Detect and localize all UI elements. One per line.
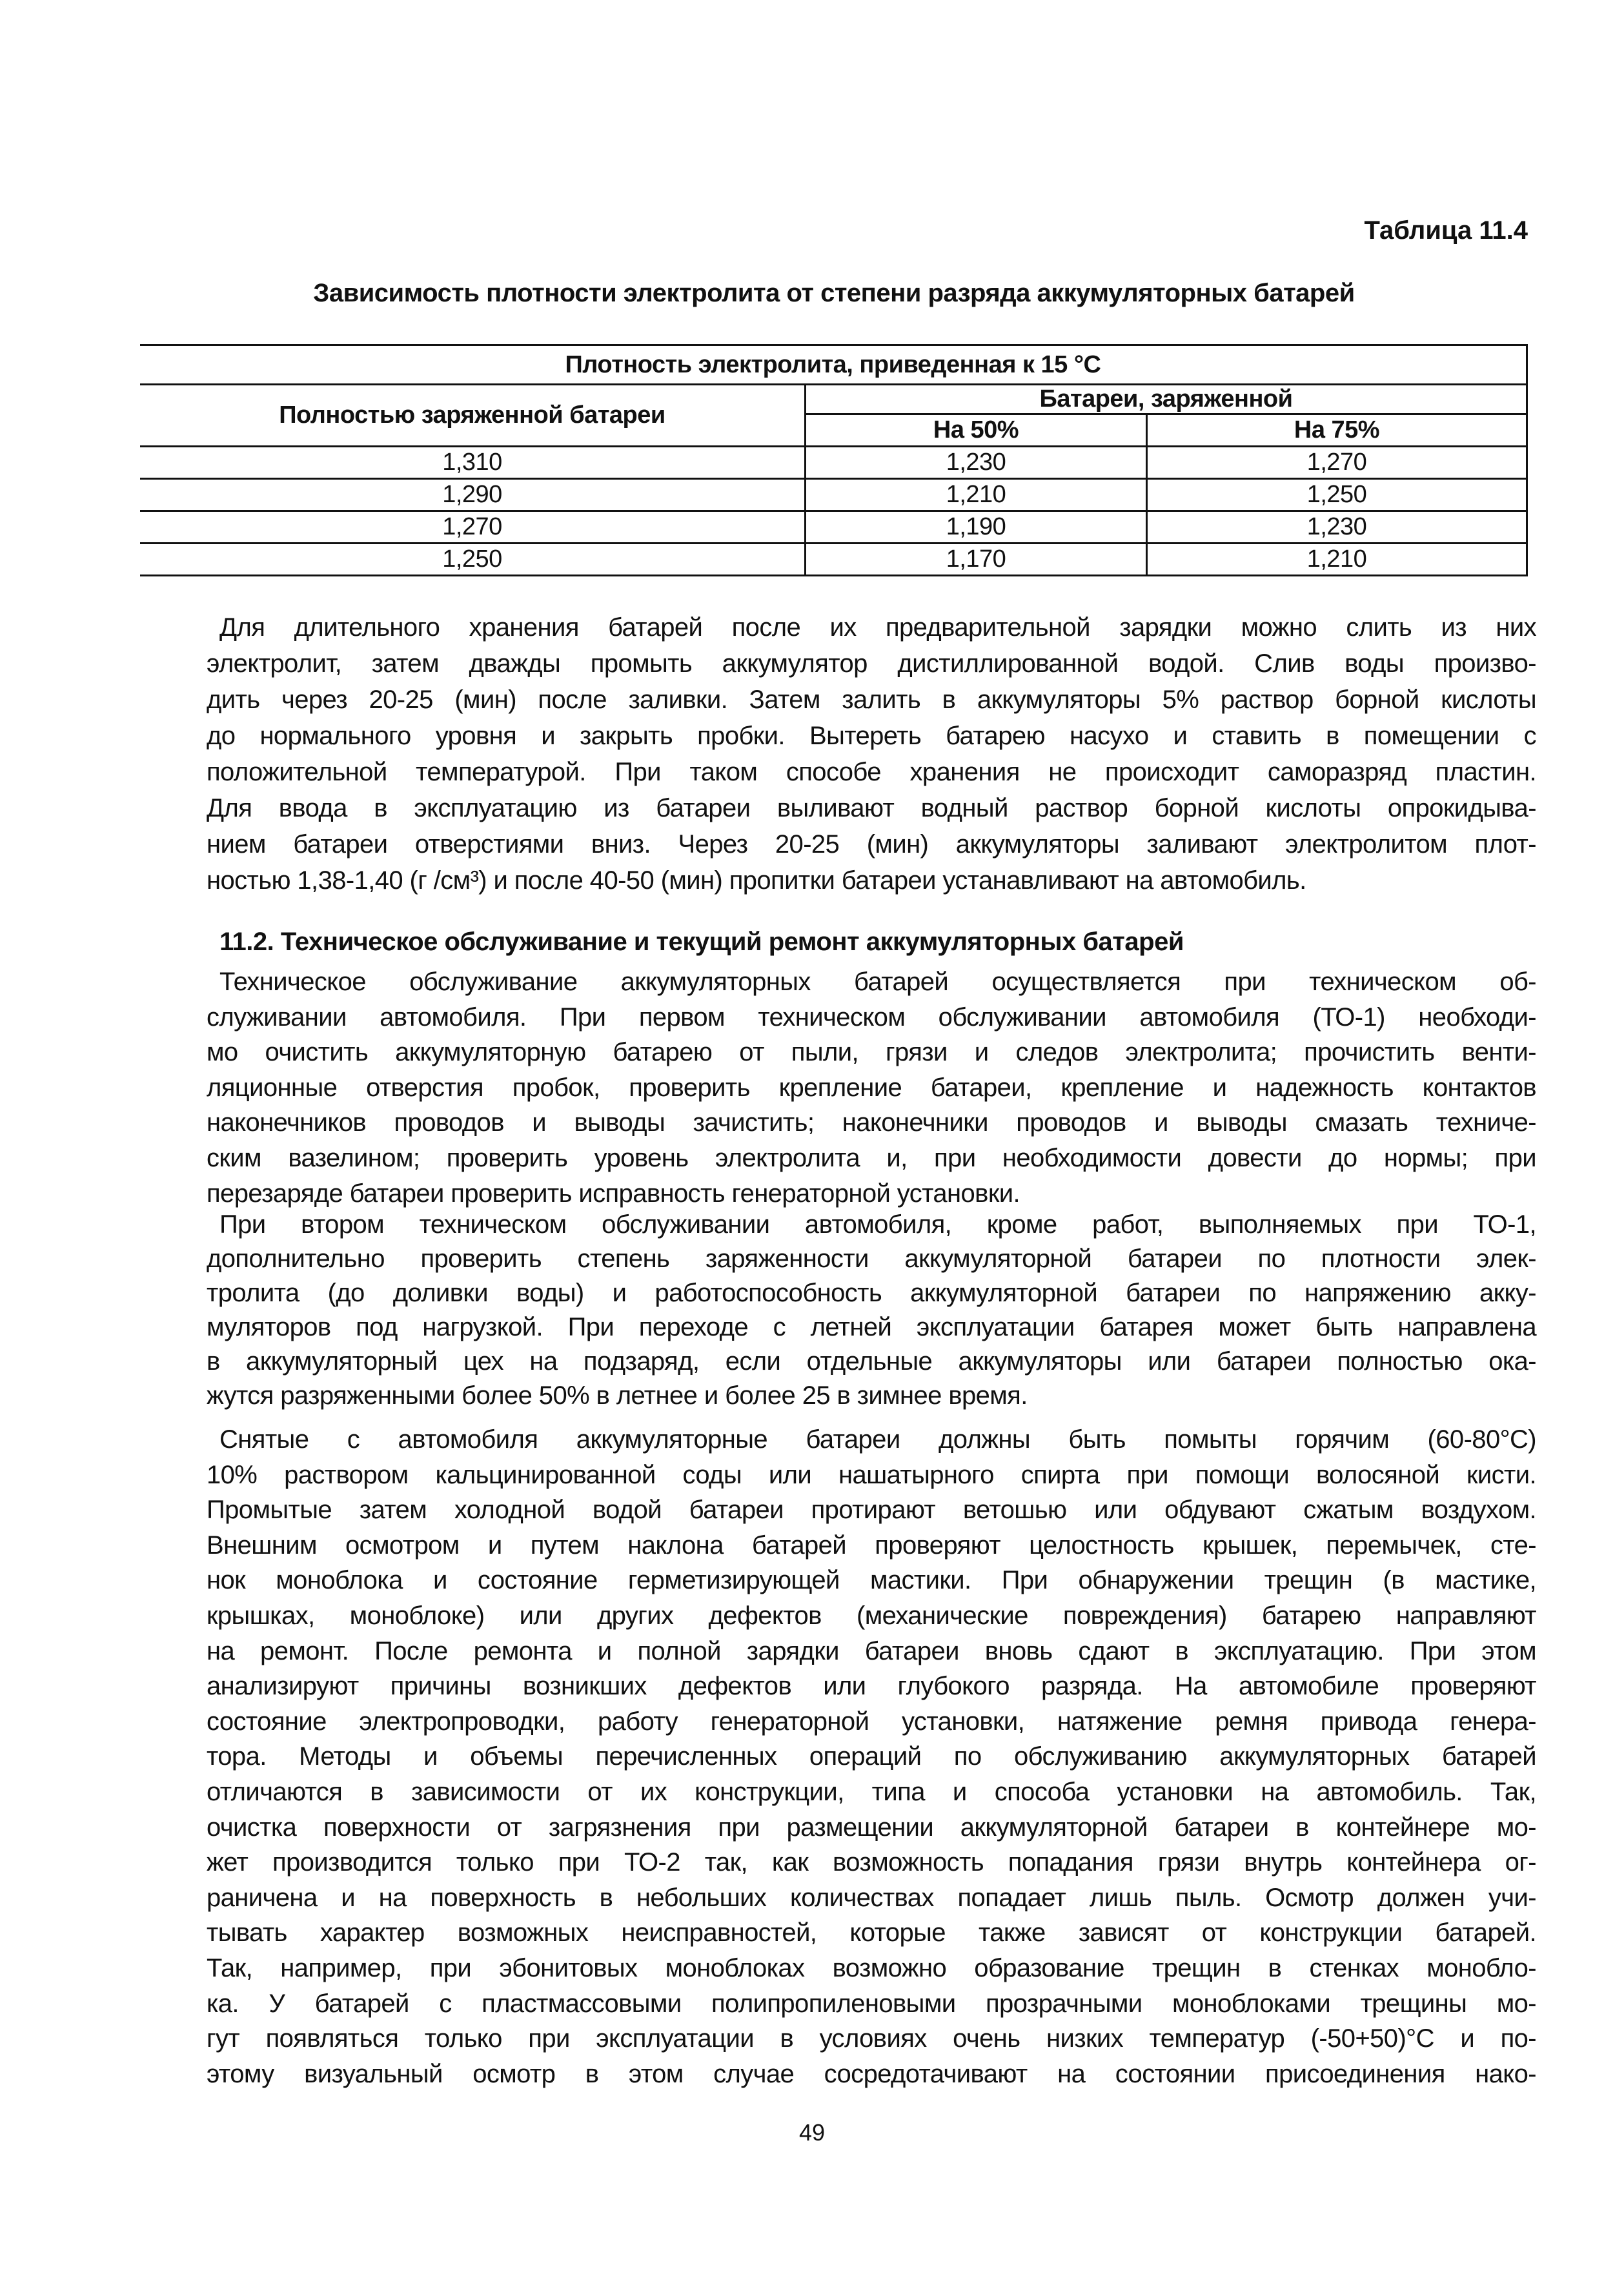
text-line: тора. Методы и объемы перечисленных операций по обслуживанию аккумуляторных батарей — [207, 1742, 1536, 1771]
text-line: муляторов под нагрузкой. При переходе с летней эксплуатации батарея может быть направлена — [207, 1313, 1536, 1341]
text-line: Для ввода в эксплуатацию из батареи выливают водный раствор борной кислоты опрокидыва- — [207, 794, 1536, 822]
cell: 1,270 — [1147, 447, 1527, 479]
cell: 1,210 — [1147, 544, 1527, 576]
text-line: ностью 1,38-1,40 (г /см³) и после 40-50 (мин) пропитки батареи устанавливают на автомобиль. — [207, 866, 1306, 895]
text-line: в аккумуляторный цех на подзаряд, если отдельные аккумуляторы или батареи полностью ока- — [207, 1347, 1536, 1376]
table-row — [140, 447, 1527, 479]
text-line: положительной температурой. При таком способе хранения не происходит саморазряд пластин. — [207, 758, 1536, 786]
text-line: ка. У батарей с пластмассовыми полипропиленовыми прозрачными моноблоками трещины мо- — [207, 1989, 1536, 2018]
header-75: На 75% — [1147, 414, 1527, 447]
text-line: крышках, моноблоке) или других дефектов (механические повреждения) батарею направляют — [207, 1601, 1536, 1630]
text-line: жет производится только при ТО-2 так, как возможность попадания грязи внутрь контейнера ог- — [207, 1848, 1536, 1877]
text-line: Так, например, при эбонитовых моноблоках возможно образование трещин в стенках монобло- — [207, 1953, 1536, 1982]
text-line: на ремонт. После ремонта и полной зарядки батареи вновь сдают в эксплуатацию. При этом — [207, 1636, 1536, 1665]
page-number: 49 — [798, 2119, 826, 2146]
text-line: Промытые затем холодной водой батареи протирают ветошью или обдувают сжатым воздухом. — [207, 1496, 1536, 1525]
cell: 1,210 — [806, 479, 1147, 511]
text-line: гут появляться только при эксплуатации в условиях очень низких температур (-50+50)°С и по- — [207, 2024, 1536, 2053]
cell: 1,190 — [806, 511, 1147, 544]
text-line: наконечников проводов и выводы зачистить; наконечники проводов и выводы смазать техниче- — [207, 1108, 1536, 1137]
cell: 1,250 — [1147, 479, 1527, 511]
text-line: электролит, затем дважды промыть аккумулятор дистиллированной водой. Слив воды произво- — [207, 649, 1536, 678]
text-line: анализируют причины возникших дефектов или глубокого разряда. На автомобиле проверяют — [207, 1672, 1536, 1701]
cell: 1,270 — [140, 511, 806, 544]
text-line: перезаряде батареи проверить исправность генераторной установки. — [207, 1179, 1020, 1208]
text-line: очистка поверхности от загрязнения при размещении аккумуляторной батареи в контейнере мо- — [207, 1813, 1536, 1842]
cell: 1,310 — [140, 447, 806, 479]
paragraph-storage — [207, 609, 1536, 899]
text-line: ским вазелином; проверить уровень электролита и, при необходимости довести до нормы; при — [207, 1143, 1536, 1172]
text-line: Для длительного хранения батарей после их предварительной зарядки можно слить из них — [219, 613, 1536, 642]
text-line: состояние электропроводки, работу генераторной установки, натяжение ремня привода генера- — [207, 1707, 1536, 1736]
text-line: мо очистить аккумуляторную батарею от пыли, грязи и следов электролита; прочистить венти- — [207, 1038, 1536, 1067]
text-line: При втором техническом обслуживании автомобиля, кроме работ, выполняемых при ТО-1, — [219, 1210, 1536, 1239]
text-line: Снятые с автомобиля аккумуляторные батареи должны быть помыты горячим (60-80°С) — [219, 1425, 1536, 1454]
text-line: этому визуальный осмотр в этом случае сосредотачивают на состоянии присоединения нако- — [207, 2059, 1536, 2088]
text-line: тывать характер возможных неисправностей, которые также зависят от конструкции батарей. — [207, 1918, 1536, 1947]
text-line: дить через 20-25 (мин) после заливки. Затем залить в аккумуляторы 5% раствор борной кислоты — [207, 686, 1536, 714]
table-title: Зависимость плотности электролита от степени разряда аккумуляторных батарей — [313, 279, 1355, 307]
density-table — [140, 344, 1528, 576]
header-main: Плотность электролита, приведенная к 15 °С — [140, 345, 1527, 385]
table-number: Таблица 11.4 — [1364, 216, 1528, 245]
cell: 1,230 — [1147, 511, 1527, 544]
paragraph-maintenance-to1 — [207, 964, 1536, 1211]
text-line: до нормального уровня и закрыть пробки. Вытереть батарею насухо и ставить в помещении с — [207, 722, 1536, 750]
cell: 1,250 — [140, 544, 806, 576]
text-line: нием батареи отверстиями вниз. Через 20-25 (мин) аккумуляторы заливают электролитом плот- — [207, 830, 1536, 859]
text-line: ляционные отверстия пробок, проверить крепление батареи, крепление и надежность контактов — [207, 1073, 1536, 1102]
text-line: служивании автомобиля. При первом техническом обслуживании автомобиля (ТО-1) необходи- — [207, 1002, 1536, 1032]
text-line: Техническое обслуживание аккумуляторных батарей осуществляется при техническом об- — [219, 968, 1536, 996]
table-row — [140, 479, 1527, 511]
table-row — [140, 544, 1527, 576]
text-line: отличаются в зависимости от их конструкции, типа и способа установки на автомобиль. Так, — [207, 1777, 1536, 1806]
text-line: раничена и на поверхность в небольших количествах попадает лишь пыль. Осмотр должен учи- — [207, 1883, 1536, 1912]
section-heading: 11.2. Техническое обслуживание и текущий ремонт аккумуляторных батарей — [219, 928, 1184, 956]
cell: 1,290 — [140, 479, 806, 511]
text-line: жутся разряженными более 50% в летнее и более 25 в зимнее время. — [207, 1381, 1028, 1410]
header-full-charge: Полностью заряженной батареи — [140, 385, 806, 447]
paragraph-maintenance-to2 — [207, 1208, 1536, 1413]
cell: 1,230 — [806, 447, 1147, 479]
text-line: 10% раствором кальцинированной соды или нашатырного спирта при помощи волосяной кисти. — [207, 1460, 1536, 1489]
header-50: На 50% — [806, 414, 1147, 447]
cell: 1,170 — [806, 544, 1147, 576]
header-partial-charge: Батареи, заряженной — [806, 385, 1527, 414]
text-line: Внешним осмотром и путем наклона батарей проверяют целостность крышек, перемычек, сте- — [207, 1531, 1536, 1560]
table-row — [140, 511, 1527, 544]
text-line: нок моноблока и состояние герметизирующей мастики. При обнаружении трещин (в мастике, — [207, 1566, 1536, 1595]
paragraph-repair — [207, 1422, 1536, 2091]
text-line: дополнительно проверить степень заряженности аккумуляторной батареи по плотности элек- — [207, 1245, 1536, 1273]
text-line: тролита (до доливки воды) и работоспособность аккумуляторной батареи по напряжению акку- — [207, 1279, 1536, 1307]
